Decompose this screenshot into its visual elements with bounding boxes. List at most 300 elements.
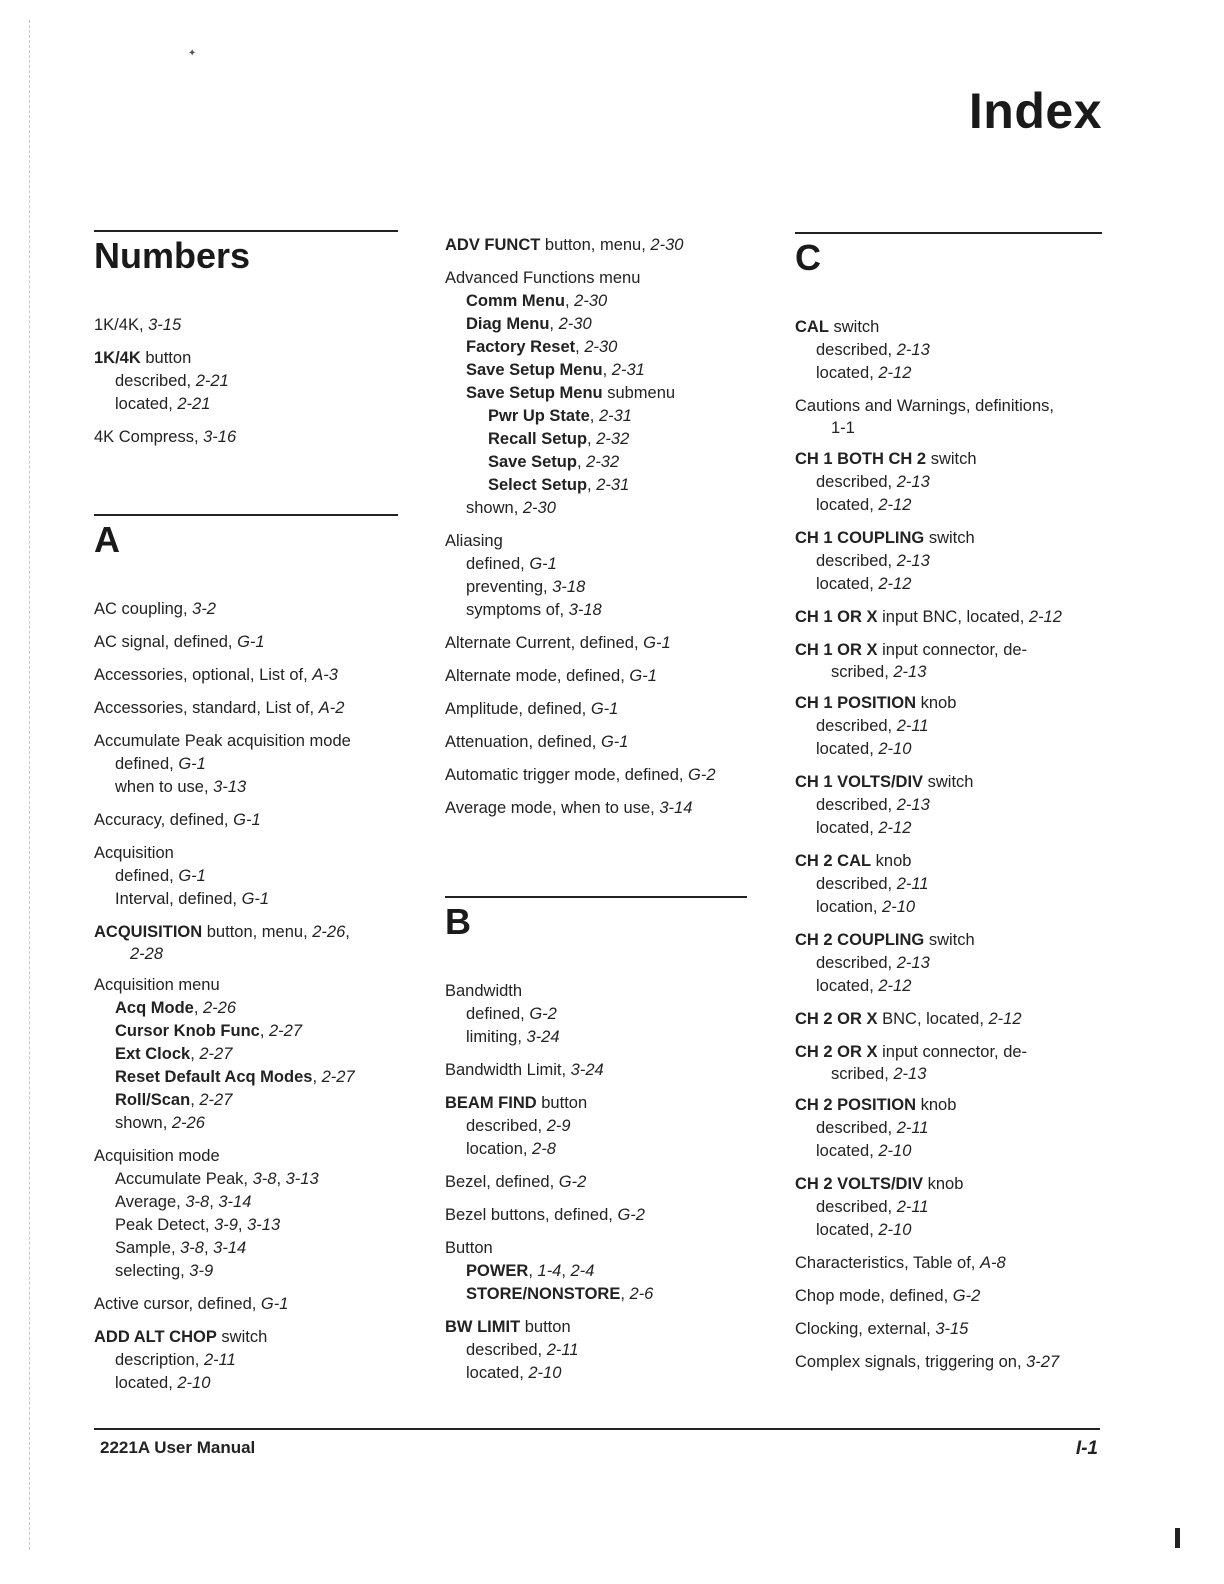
entry-text: switch — [926, 450, 977, 468]
index-entry — [94, 631, 398, 654]
entry-text: described, — [466, 1117, 547, 1135]
page-reference: G-1 — [529, 555, 557, 573]
entry-text: , — [587, 476, 597, 494]
index-entry — [94, 697, 398, 720]
entry-text: located, — [816, 1142, 879, 1160]
index-term — [445, 731, 747, 754]
entries-list — [795, 316, 1102, 1374]
page-reference: 2-12 — [878, 496, 912, 514]
index-entry — [795, 1252, 1102, 1275]
index-term — [445, 632, 747, 655]
entry-text: shown, — [466, 499, 523, 517]
entry-text: , — [565, 292, 575, 310]
index-entry — [795, 527, 1102, 596]
entry-text: , — [190, 1045, 200, 1063]
page-reference: 1-4 — [537, 1262, 562, 1280]
index-subentry — [94, 1168, 398, 1191]
entry-text: , — [345, 923, 350, 941]
entry-text: Alternate Current, defined, — [445, 634, 644, 652]
entry-text: submenu — [602, 384, 676, 402]
section-rule — [94, 514, 398, 516]
index-subentry — [445, 1362, 747, 1385]
index-subentry — [445, 553, 747, 576]
page-reference: 2-6 — [629, 1285, 654, 1303]
entry-text: symptoms of, — [466, 601, 569, 619]
entry-text: located, — [115, 395, 178, 413]
entry-text: defined, — [115, 755, 179, 773]
index-subentry — [94, 997, 398, 1020]
page-reference: 2-30 — [584, 338, 618, 356]
index-entry — [94, 426, 398, 449]
entry-text: Bezel buttons, defined, — [445, 1206, 618, 1224]
page-reference: 2-30 — [650, 236, 684, 254]
entry-text: described, — [115, 372, 196, 390]
page-reference: G-2 — [952, 1287, 981, 1305]
index-subentry — [445, 1026, 747, 1049]
index-entry — [445, 1204, 747, 1227]
page-reference: 2-12 — [988, 1010, 1022, 1028]
entry-text: AC signal, defined, — [94, 633, 238, 651]
page-reference: 2-28 — [130, 945, 164, 963]
index-term — [94, 1326, 398, 1349]
index-entry — [445, 698, 747, 721]
index-entry — [94, 974, 398, 1135]
index-subentry — [445, 382, 747, 405]
page-reference: 3-18 — [568, 601, 602, 619]
entry-text: AC coupling, — [94, 600, 193, 618]
entry-text: defined, — [466, 1005, 530, 1023]
control-name: Save Setup Menu — [466, 361, 603, 379]
index-subentry — [94, 776, 398, 799]
entries-list — [445, 980, 747, 1385]
index-term — [445, 1059, 747, 1082]
page-reference: 2-12 — [878, 575, 912, 593]
footer-manual-title: 2221A User Manual — [100, 1438, 256, 1457]
entry-text: located, — [816, 977, 879, 995]
index-entry — [795, 850, 1102, 919]
page-reference: 2-31 — [598, 407, 632, 425]
entry-text: , — [561, 1262, 571, 1280]
entry-text: input connector, de- — [877, 641, 1028, 659]
entry-text: described, — [466, 1341, 547, 1359]
page-reference: A-8 — [979, 1254, 1006, 1272]
control-name: Ext Clock — [115, 1045, 191, 1063]
entry-text: Average, — [115, 1193, 186, 1211]
footer-page-number: I-1 — [1075, 1438, 1098, 1459]
index-term — [94, 842, 398, 865]
index-term — [795, 1008, 1102, 1031]
index-entry — [94, 1293, 398, 1316]
page-reference: 2-13 — [896, 954, 930, 972]
index-entry — [795, 448, 1102, 517]
entry-text: Button — [445, 1239, 493, 1257]
page-reference: 2-13 — [896, 341, 930, 359]
page-reference: 2-11 — [896, 717, 929, 735]
index-subentry — [445, 576, 747, 599]
index-subentry — [795, 715, 1102, 738]
page-reference: 2-9 — [546, 1117, 571, 1135]
index-subentry — [94, 1372, 398, 1395]
index-entry — [94, 347, 398, 416]
entry-text: located, — [816, 364, 879, 382]
index-subentry — [94, 1112, 398, 1135]
page-reference: 2-10 — [882, 898, 916, 916]
control-name: Comm Menu — [466, 292, 565, 310]
index-subentry — [94, 1237, 398, 1260]
index-term — [795, 1285, 1102, 1308]
index-term — [445, 980, 747, 1003]
entry-text: located, — [816, 575, 879, 593]
page-reference: 3-24 — [526, 1028, 560, 1046]
entry-text: , — [312, 1068, 322, 1086]
index-entry — [795, 316, 1102, 385]
entry-text: described, — [816, 1198, 897, 1216]
index-term — [94, 1293, 398, 1316]
section-a-continued — [445, 234, 747, 830]
section-rule — [94, 230, 398, 232]
page-reference: 3-8 — [185, 1193, 210, 1211]
page-title: Index — [968, 83, 1102, 139]
entry-text: knob — [916, 694, 957, 712]
index-entry — [795, 606, 1102, 629]
page-reference: 3-14 — [659, 799, 693, 817]
entry-text: located, — [816, 740, 879, 758]
control-name: Acq Mode — [115, 999, 194, 1017]
page-reference: 2-13 — [896, 473, 930, 491]
index-entry — [445, 530, 747, 622]
index-term — [94, 426, 398, 449]
page-reference: 2-27 — [199, 1091, 233, 1109]
index-subentry — [445, 1260, 747, 1283]
page-reference: 2-30 — [558, 315, 592, 333]
page-reference: 2-12 — [878, 819, 912, 837]
entry-text: 1-1 — [831, 419, 855, 437]
entry-text: located, — [466, 1364, 529, 1382]
index-subentry — [94, 1043, 398, 1066]
page-reference: 2-11 — [896, 1119, 929, 1137]
index-term — [445, 1171, 747, 1194]
index-subentry — [795, 1117, 1102, 1140]
index-entry — [795, 639, 1102, 682]
index-subentry — [94, 1066, 398, 1089]
page-reference: 2-30 — [574, 292, 608, 310]
section-rule — [445, 896, 747, 898]
index-subentry — [94, 1349, 398, 1372]
index-entry — [445, 764, 747, 787]
entry-text: , — [602, 361, 612, 379]
page-reference: 2-30 — [522, 499, 556, 517]
page-reference: 3-8 — [252, 1170, 277, 1188]
index-entry — [94, 1145, 398, 1283]
index-subentry — [445, 336, 747, 359]
page-reference: G-1 — [178, 867, 206, 885]
page-reference: 3-13 — [247, 1216, 281, 1234]
index-term — [795, 1252, 1102, 1275]
index-entry — [94, 1326, 398, 1395]
entry-text: scribed, — [831, 1065, 894, 1083]
control-name: ADD ALT CHOP — [94, 1328, 217, 1346]
index-term — [445, 234, 747, 257]
page-reference: 2-11 — [896, 1198, 929, 1216]
control-name: CH 1 COUPLING — [795, 529, 925, 547]
index-entry — [445, 797, 747, 820]
index-subentry — [795, 339, 1102, 362]
index-subentry — [795, 896, 1102, 919]
control-name: Factory Reset — [466, 338, 576, 356]
page-reference: G-1 — [233, 811, 261, 829]
page-reference: 2-10 — [528, 1364, 562, 1382]
page-reference: 3-27 — [1026, 1353, 1060, 1371]
index-subentry — [445, 451, 747, 474]
entries-list — [94, 314, 398, 449]
section-heading: Numbers — [94, 235, 251, 276]
page-reference: 3-8 — [180, 1239, 204, 1257]
entry-text: Automatic trigger mode, defined, — [445, 766, 689, 784]
entry-text: described, — [816, 717, 897, 735]
index-entry — [795, 395, 1102, 438]
control-name: CH 1 OR X — [795, 641, 878, 659]
entry-text: Bezel, defined, — [445, 1173, 559, 1191]
index-term — [445, 1204, 747, 1227]
entry-text: , — [620, 1285, 630, 1303]
page-reference: 3-15 — [935, 1320, 969, 1338]
page-reference: G-2 — [617, 1206, 645, 1224]
index-term — [795, 1041, 1102, 1064]
index-entry — [795, 1351, 1102, 1374]
control-name: ADV FUNCT — [445, 236, 541, 254]
index-term — [445, 1092, 747, 1115]
entry-text: button — [140, 349, 192, 367]
section-heading: C — [795, 237, 821, 278]
control-name: Pwr Up State — [488, 407, 590, 425]
entries-list — [94, 598, 398, 1395]
page-reference: 2-10 — [177, 1374, 211, 1392]
index-entry — [445, 665, 747, 688]
index-entry — [94, 598, 398, 621]
entry-text: , — [575, 338, 585, 356]
page-reference: 3-24 — [570, 1061, 604, 1079]
scan-edge-line — [29, 20, 30, 1550]
index-term — [795, 929, 1102, 952]
index-term — [445, 1316, 747, 1339]
index-entry — [445, 267, 747, 520]
page-reference: G-2 — [688, 766, 716, 784]
page-reference: 2-11 — [546, 1341, 579, 1359]
entry-text: knob — [916, 1096, 957, 1114]
entry-text: Accumulate Peak, — [115, 1170, 253, 1188]
page-reference: G-1 — [241, 890, 270, 908]
control-name: Recall Setup — [488, 430, 588, 448]
control-name: CH 1 OR X — [795, 608, 878, 626]
entry-text: shown, — [115, 1114, 172, 1132]
index-subentry — [94, 1089, 398, 1112]
page-reference: 2-21 — [177, 395, 211, 413]
entry-text: Clocking, external, — [795, 1320, 936, 1338]
page-reference: 3-18 — [552, 578, 586, 596]
control-name: Cursor Knob Func — [115, 1022, 260, 1040]
index-subentry — [795, 494, 1102, 517]
index-term — [94, 347, 398, 370]
page-reference: 2-13 — [896, 552, 930, 570]
index-entry — [445, 1092, 747, 1161]
index-entry — [445, 980, 747, 1049]
index-entry — [445, 1316, 747, 1385]
index-subentry — [445, 1115, 747, 1138]
margin-mark — [1175, 1528, 1180, 1548]
entry-text: Chop mode, defined, — [795, 1287, 953, 1305]
page-reference: 2-10 — [878, 740, 912, 758]
page-reference: 3-13 — [213, 778, 247, 796]
index-subentry — [795, 975, 1102, 998]
index-term — [795, 692, 1102, 715]
index-term — [445, 530, 747, 553]
index-term — [94, 921, 398, 944]
entry-text: , — [190, 1091, 200, 1109]
entry-text: located, — [816, 496, 879, 514]
section-b — [445, 896, 747, 1395]
index-subentry — [445, 474, 747, 497]
entry-text: Complex signals, triggering on, — [795, 1353, 1027, 1371]
index-subentry — [795, 738, 1102, 761]
entry-text: located, — [816, 1221, 879, 1239]
index-subentry — [795, 952, 1102, 975]
entry-text: described, — [816, 341, 897, 359]
entry-text: defined, — [466, 555, 530, 573]
index-term — [795, 606, 1102, 629]
control-name: Diag Menu — [466, 315, 550, 333]
entry-text: defined, — [115, 867, 179, 885]
control-name: Reset Default Acq Modes — [115, 1068, 313, 1086]
entry-text: , — [549, 315, 559, 333]
index-entry — [94, 921, 398, 964]
index-subentry — [94, 393, 398, 416]
entries-list — [445, 234, 747, 820]
index-entry — [94, 842, 398, 911]
index-entry — [795, 1173, 1102, 1242]
page-reference: 2-32 — [596, 430, 630, 448]
section-c — [795, 232, 1102, 1384]
section-heading: A — [94, 519, 120, 560]
page-reference: G-1 — [260, 1295, 289, 1313]
entry-text: button — [536, 1094, 588, 1112]
entry-text: 1K/4K, — [94, 316, 149, 334]
control-name: CH 2 POSITION — [795, 1096, 917, 1114]
page-reference: 2-11 — [896, 875, 929, 893]
entry-text: Accessories, standard, List of, — [94, 699, 319, 717]
index-subentry — [795, 794, 1102, 817]
entry-text: description, — [115, 1351, 204, 1369]
entry-text: switch — [923, 773, 974, 791]
entry-text: location, — [816, 898, 883, 916]
entry-text: input connector, de- — [877, 1043, 1028, 1061]
entry-text: button, menu, — [540, 236, 651, 254]
index-subentry — [445, 1339, 747, 1362]
index-entry — [94, 730, 398, 799]
entry-text: knob — [923, 1175, 964, 1193]
entry-text: Accuracy, defined, — [94, 811, 234, 829]
control-name: CH 2 VOLTS/DIV — [795, 1175, 924, 1193]
entry-text: switch — [924, 931, 975, 949]
entry-text: Active cursor, defined, — [94, 1295, 261, 1313]
control-name: ACQUISITION — [94, 923, 203, 941]
control-name: 1K/4K — [94, 349, 141, 367]
entry-text: Average mode, when to use, — [445, 799, 660, 817]
entry-text: switch — [216, 1328, 268, 1346]
index-term — [94, 697, 398, 720]
entry-text: button — [520, 1318, 571, 1336]
entry-continuation — [795, 662, 1102, 682]
page-reference: G-1 — [600, 733, 629, 751]
index-subentry — [445, 1283, 747, 1306]
page-reference: 3-9 — [189, 1262, 214, 1280]
entry-text: switch — [924, 529, 975, 547]
entry-text: selecting, — [115, 1262, 190, 1280]
footer-rule — [94, 1428, 1100, 1430]
index-term — [795, 1318, 1102, 1341]
index-term — [795, 771, 1102, 794]
entry-text: Sample, — [115, 1239, 181, 1257]
index-term — [94, 730, 398, 753]
page-reference: 2-12 — [878, 364, 912, 382]
page-reference: G-1 — [629, 667, 657, 685]
entry-text: switch — [828, 318, 880, 336]
page-reference: G-1 — [178, 755, 206, 773]
index-term — [94, 631, 398, 654]
entry-text: scribed, — [831, 663, 894, 681]
page-reference: 2-13 — [896, 796, 930, 814]
entry-text: Peak Detect, — [115, 1216, 215, 1234]
entry-text: , — [276, 1170, 286, 1188]
entry-text: knob — [871, 852, 912, 870]
entry-text: , — [587, 430, 597, 448]
index-entry — [94, 314, 398, 337]
index-entry — [795, 771, 1102, 840]
entry-text: Characteristics, Table of, — [795, 1254, 980, 1272]
index-entry — [445, 1171, 747, 1194]
index-subentry — [445, 1138, 747, 1161]
page-reference: 3-15 — [148, 316, 182, 334]
entry-text: , — [259, 1022, 269, 1040]
index-subentry — [445, 497, 747, 520]
index-entry — [795, 1008, 1102, 1031]
index-entry — [795, 1318, 1102, 1341]
index-subentry — [445, 1003, 747, 1026]
entry-text: BNC, located, — [877, 1010, 989, 1028]
index-subentry — [94, 1214, 398, 1237]
entry-text: Amplitude, defined, — [445, 700, 591, 718]
page-reference: 2-10 — [878, 1221, 912, 1239]
index-entry — [795, 692, 1102, 761]
index-term — [94, 664, 398, 687]
control-name: CAL — [795, 318, 829, 336]
section-heading: B — [445, 901, 471, 942]
entry-text: when to use, — [115, 778, 214, 796]
entry-text: described, — [816, 1119, 897, 1137]
entry-text: , — [528, 1262, 538, 1280]
index-subentry — [445, 313, 747, 336]
index-entry — [795, 1041, 1102, 1084]
index-subentry — [94, 1191, 398, 1214]
entry-text: Acquisition — [94, 844, 174, 862]
entry-continuation — [795, 1064, 1102, 1084]
entry-text: limiting, — [466, 1028, 527, 1046]
page-reference: 3-16 — [203, 428, 237, 446]
page-reference: 2-32 — [586, 453, 620, 471]
control-name: CH 1 POSITION — [795, 694, 917, 712]
index-entry — [445, 632, 747, 655]
index-term — [795, 1351, 1102, 1374]
index-subentry — [445, 599, 747, 622]
